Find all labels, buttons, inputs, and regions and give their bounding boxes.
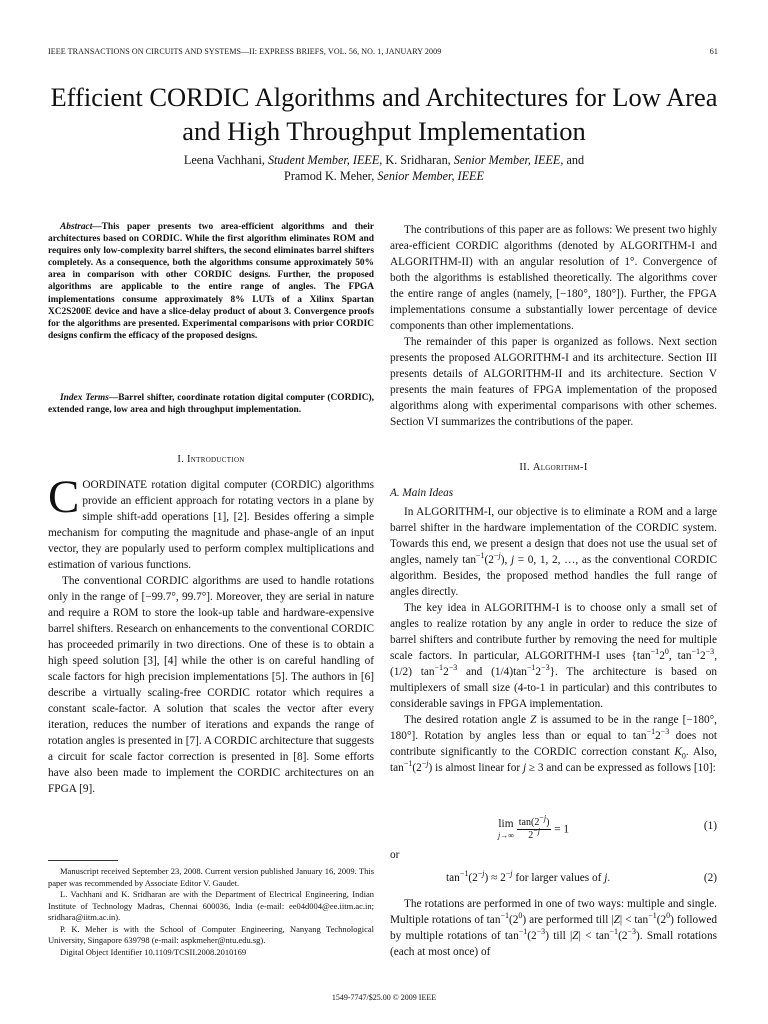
author-list: Leena Vachhani, Student Member, IEEE, K. Sridharan, Senior Member, IEEE, and Pramod K. Meher, Senior Member, IEEE — [183, 153, 585, 183]
outline-paragraph: The remainder of this paper is organized as follows. Next section presents the proposed ALGORITHM-I and its architecture. Section III presents details of ALGORITHM-II and its architecture. Section V presents the main features of FPGA implementation of the proposed algorithms along with experimental comparisons with other schemes. Section VI summarizes the contributions of the paper. — [390, 336, 717, 428]
footnote-affiliation-1: L. Vachhani and K. Sridharan are with the Department of Electrical Engineering, Indian Institute of Technology Madras, Chennai 600036, India (e-mail: ee04d004@ee.iitm.ac.in; sridhara@iitm.ac.in). — [48, 889, 374, 922]
running-header — [48, 47, 718, 56]
equation-2-number: (2) — [703, 872, 717, 884]
journal-name: IEEE TRANSACTIONS ON CIRCUITS AND SYSTEMS—II: EXPRESS BRIEFS, VOL. 56, NO. 1, JANUARY 2009 — [48, 47, 442, 56]
subsection-heading-main-ideas: A. Main Ideas — [390, 487, 454, 499]
index-terms-text: —Barrel shifter, coordinate rotation digital computer (CORDIC), extended range, low area and high throughput implementation. — [48, 393, 374, 416]
contributions-paragraph: ). Further, the FPGA implementations consume a substantially lower percentage of device components than other implementations. — [390, 288, 717, 332]
introduction-body: COORDINATE rotation digital computer (CORDIC) algorithms provide an efficient approach for rotating vectors in a plane by simple shift-add operations [1], [2]. Besides offering a simple mechanism for computing the magnitude and phase-angle of an input vector, they are popularly used to perform complex multiplications and estimation of various functions. The conventional CORDIC algorithms are used to handle rotations only in the range of [−99.7°, 99.7°]. Moreover, they are serial in nature and require a ROM to store the look-up table and hardware-expensive barrel shifters. Research on enhancements to the conventional CORDIC has proceeded primarily in two directions. One of these is to obtain a high speed solution [3], [4] while the other is on careful handling of scale factors for high precision implementations [5]. The authors in [6] describe a virtually scaling-free CORDIC rotator which requires a constant scale-factor. A solution that scales the vector after every iteration, reduces the number of iterations and expands the range of rotation angles is presented in [7]. A CORDIC architecture that suggests a circuit for scale factor correction is presented in [8]. Some efforts have also been made to implement the CORDIC architectures on an FPGA [9]. — [48, 471, 375, 795]
footnotes — [48, 866, 374, 958]
drop-cap: C — [48, 471, 80, 523]
section-heading-introduction: I. Introduction — [177, 454, 245, 465]
index-terms — [48, 392, 374, 416]
abstract-text: —This paper presents two area-efficient algorithms and their architectures based on CORDIC. While the first algorithm eliminates ROM and requires only low-complexity barrel shifters, the second eliminates barrel shifters completely. As a consequence, both the algorithms consume approximately 50% area in comparison with other CORDIC designs. Further, the proposed algorithms are applicable to the entire range of angles. The FPGA implementations consume approximately 8% LUTs of a Xilinx Spartan XC2S200E device and have a slice-delay product of about 3. Convergence proofs for the algorithms are presented. Experimental comparisons with prior CORDIC designs confirm the efficacy of the proposed designs. — [48, 222, 374, 341]
index-terms-label: Index Terms — [60, 393, 109, 403]
footnote-doi: Digital Object Identifier 10.1109/TCSII.2008.2010169 — [60, 946, 247, 957]
contributions-and-outline: The contributions of this paper are as follows: We present two highly area-efficient CORDIC algorithms (denoted by ALGORITHM-I and ALGORITHM-II) with an angular resolution of 1°. Convergence of both the algorithms is established theoretically. The algorithms cover the entire range of angles (namely, [−180°, 180°]). Further, the FPGA implementations consume a substantially lower percentage of device components than other implementations. The remainder of this paper is organized as follows. Next section presents the proposed ALGORITHM-I and its architecture. Section III presents details of ALGORITHM-II and its architecture. Section V presents the main features of FPGA implementation of the proposed algorithms along with experimental comparisons with other schemes. Section VI summarizes the contributions of the paper. — [390, 224, 717, 428]
equation-1-number: (1) — [703, 820, 717, 832]
paper-title: Efficient CORDIC Algorithms and Architectures for Low Area and High Throughput Implementation — [50, 82, 718, 146]
footnote-manuscript: Manuscript received September 23, 2008. Current version published January 16, 2009. This paper was recommended by Associate Editor V. Gaudet. — [48, 866, 374, 888]
footnote-affiliation-2: P. K. Meher is with the School of Computer Engineering, Nanyang Technological University, Singapore 639798 (e-mail: aspkmeher@ntu.edu.sg). — [48, 923, 374, 945]
abstract — [48, 221, 374, 342]
equation-1: lim j→∞ $\frac{\tan(2^{-j})}{2^{-j}}$ = 1 (1) — [498, 813, 717, 841]
rotations-paragraph: The rotations are performed in one of two ways: multiple and single. Multiple rotations of $\tan^{-1}(2^0)$ are performed till $|Z| < \tan^{-1}(2^0)$ followed by multiple rotations of $\tan^{-1}(2^{-3})$ till $|Z| < \tan^{-1}(2^{-3})$. Small rotations (each at most once) of — [390, 898, 717, 958]
page-number: 61 — [709, 47, 718, 56]
intro-paragraph-1: OORDINATE rotation digital computer (CORDIC) algorithms provide an efficient approach for rotating vectors in a plane by simple shift-add operations [1], [2]. Besides offering a simple mechanism for computing the magnitude and phase-angle of an input vector, they are popularly used to perform complex multiplications and estimation of various functions. — [48, 479, 374, 571]
equation-2: $\tan^{-1}(2^{-j}) \approx 2^{-j}$ for larger values of j. (2) — [446, 869, 717, 884]
section-heading-algorithm-1: II. Algorithm-I — [519, 462, 588, 473]
or-text: or — [390, 849, 400, 861]
copyright-footer: 1549-7747/$25.00 © 2009 IEEE — [331, 993, 437, 1002]
main-ideas-body: In ALGORITHM-I, our objective is to eliminate a ROM and a large barrel shifter in the hardware implementation of the CORDIC system. Towards this end, we present a design that does not use the usual set of angles, namely $\tan^{-1}(2^{-j})$, j = 0, 1, 2, …, as the conventional CORDIC algorithm. Besides, the proposed method handles the full range of angles directly. The key idea in ALGORITHM-I is to choose only a small set of angles to realize rotation by any angle in order to reduce the size of barrel shifters and contribute further by removing the need for multiple scale factors. In particular, ALGORITHM-I uses {$\tan^{-1}2^0$, $\tan^{-1}2^{-3}$, (1/2) $\tan^{-1}2^{-3}$ and $(1/4)\tan^{-1}2^{-3}$}. The architecture is based on multiplexers of small size (4-to-1 in particular) and this contributes to considerable savings in FPGA implementation. The desired rotation angle Z is assumed to be in the range [−180°, 180°]. Rotation by angles less than or equal to $\tan^{-1}2^{-3}$ does not contribute significantly to the CORDIC correction constant $K_0$. Also, $\tan^{-1}(2^{-j})$ is almost linear for j ≥ 3 and can be expressed as follows [10]: — [390, 506, 718, 774]
abstract-label: Abstract — [60, 222, 93, 232]
footnote-rule — [48, 860, 118, 861]
intro-paragraph-2: . Moreover, they are serial in nature and require a ROM to store the look-up table and hardware-expensive barrel shifters. Research on enhancements to the conventional CORDIC has proceeded primarily in two directions. One of these is to obtain a high speed solution [3], [4] while the other is on careful handling of scale factors for high precision implementations [5]. The authors in [6] describe a virtually scaling-free CORDIC rotator which requires a constant scale-factor. A solution that scales the vector after every iteration, reduces the number of iterations and expands the range of rotation angles is presented in [7]. A CORDIC architecture that suggests a circuit for scale factor correction is presented in [8]. Some efforts have also been made to implement the CORDIC architectures on an FPGA [9]. — [48, 591, 375, 795]
